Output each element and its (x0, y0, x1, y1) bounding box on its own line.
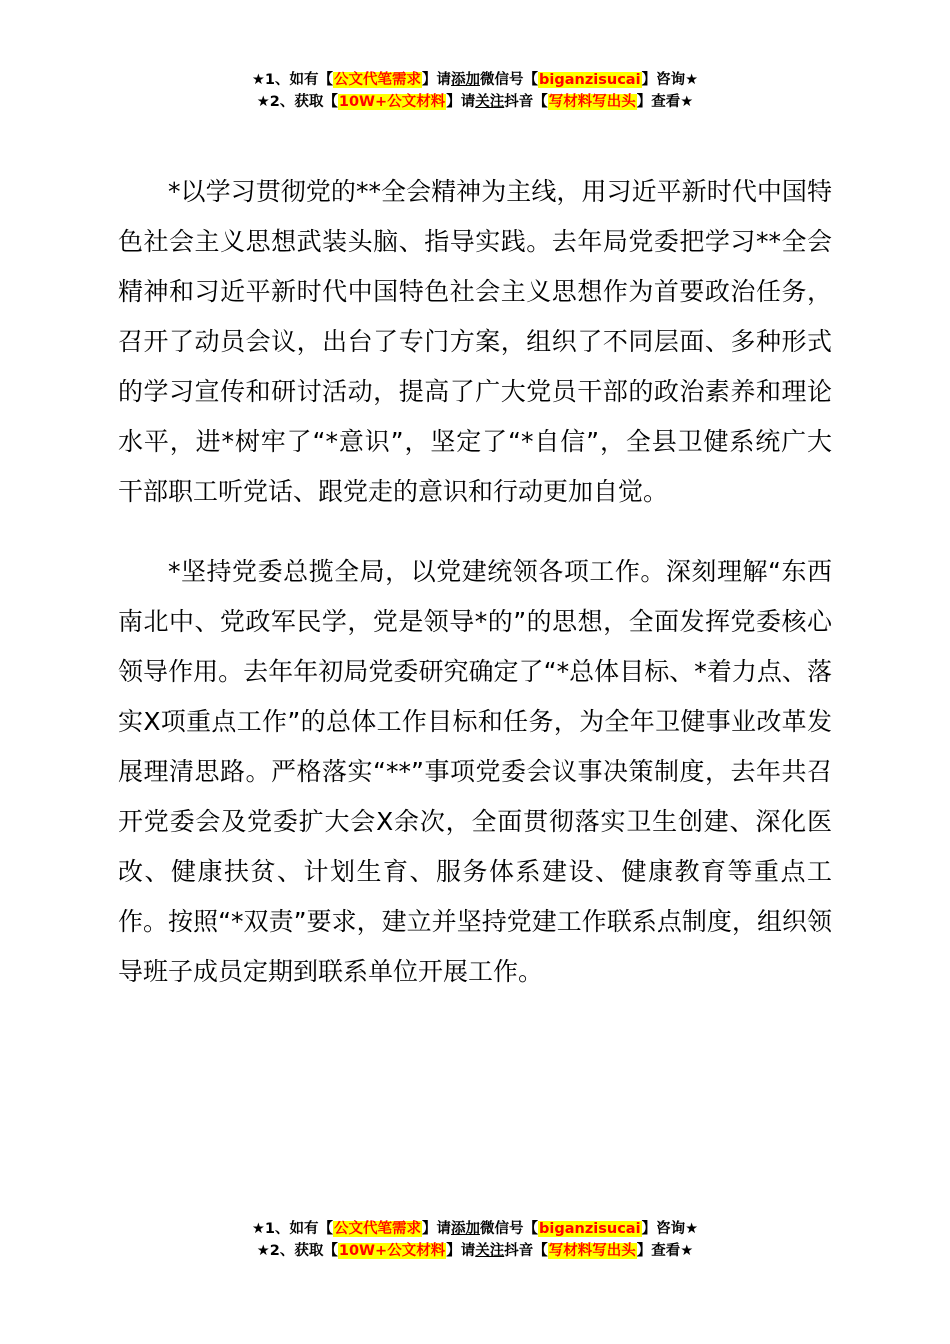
highlight-text: 公文代笔需求 (334, 1221, 422, 1237)
banner-text: 微信号【 (480, 1221, 539, 1237)
banner-text: ★2、获取【 (256, 1243, 338, 1259)
banner-line-1 (0, 69, 950, 91)
highlight-text: biganzisucai (539, 72, 641, 88)
banner-text: 抖音【 (504, 94, 548, 110)
banner-text: 】请 (446, 94, 476, 110)
banner-line-2 (0, 1240, 950, 1262)
underlined-text: 关注 (475, 1243, 505, 1259)
highlight-text: 写材料写出头 (548, 1243, 636, 1259)
body-paragraph: *坚持党委总揽全局，以党建统领各项工作。深刻理解“东西南北中、党政军民学，党是领导*的”的思想，全面发挥党委核心领导作用。去年年初局党委研究确定了“*总体目标、*着力点、落实X项重点工作”的总体工作目标和任务，为全年卫健事业改革发展理清思路。严格落实“**”事项党委会议事决策制度，去年共召开党委会及党委扩大会X余次，全面贯彻落实卫生创建、深化医改、健康扶贫、计划生育、服务体系建设、健康教育等重点工作。按照“*双责”要求，建立并坚持党建工作联系点制度，组织领导班子成员定期到联系单位开展工作。 (118, 557, 832, 986)
banner-text: ★1、如有【 (251, 1221, 334, 1237)
highlight-text: 写材料写出头 (548, 94, 636, 110)
banner-text: 】查看★ (636, 1243, 694, 1259)
body-paragraph: *以学习贯彻党的**全会精神为主线，用习近平新时代中国特色社会主义思想武装头脑、指导实践。去年局党委把学习**全会精神和习近平新时代中国特色社会主义思想作为首要政治任务，召开了动员会议，出台了专门方案，组织了不同层面、多种形式的学习宣传和研讨活动，提高了广大党员干部的政治素养和理论水平，进*树牢了“*意识”，坚定了“*自信”，全县卫健系统广大干部职工听党话、跟党走的意识和行动更加自觉。 (118, 177, 832, 506)
banner-text: 】请 (422, 1221, 452, 1237)
banner-text: ★1、如有【 (251, 72, 334, 88)
banner-text: 】请 (446, 1243, 476, 1259)
highlight-text: biganzisucai (539, 1221, 641, 1237)
banner-text: 抖音【 (504, 1243, 548, 1259)
banner-text: ★2、获取【 (256, 94, 338, 110)
underlined-text: 添加 (451, 1221, 481, 1237)
underlined-text: 添加 (451, 72, 481, 88)
banner-text: 微信号【 (480, 72, 539, 88)
banner-text: 】请 (422, 72, 452, 88)
highlight-text: 公文代笔需求 (334, 72, 422, 88)
footer-banner (0, 1218, 950, 1262)
banner-line-1 (0, 1218, 950, 1240)
highlight-text: 10W+公文材料 (338, 94, 446, 110)
highlight-text: 10W+公文材料 (338, 1243, 446, 1259)
banner-text: 】咨询★ (641, 72, 699, 88)
banner-text: 】查看★ (636, 94, 694, 110)
underlined-text: 关注 (475, 94, 505, 110)
banner-line-2 (0, 91, 950, 113)
header-banner (0, 69, 950, 113)
banner-text: 】咨询★ (641, 1221, 699, 1237)
document-body (118, 167, 832, 997)
